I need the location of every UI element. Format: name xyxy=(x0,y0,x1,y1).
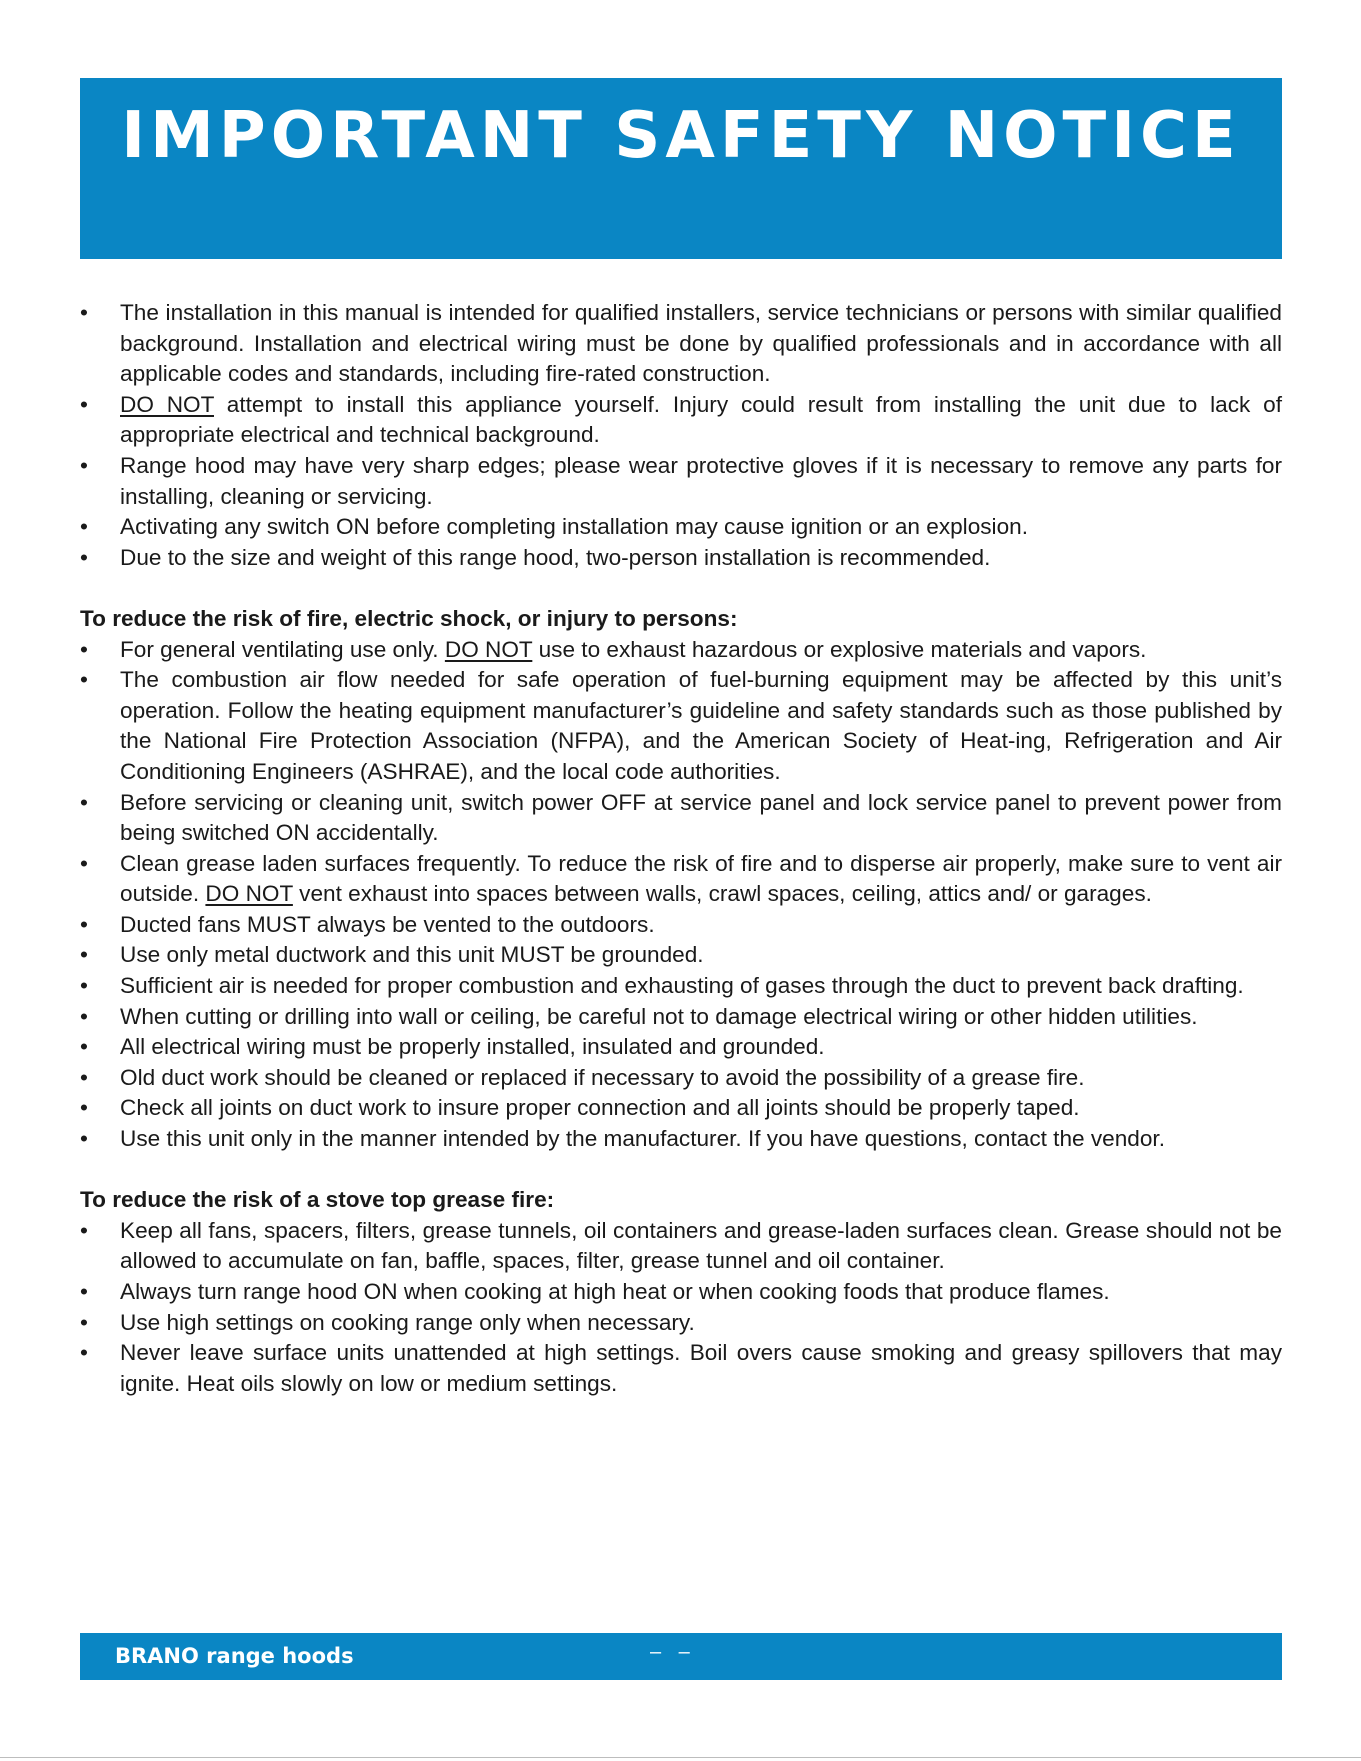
bullet-text: attempt to install this appliance yourself. Injury could result from installing the unit due to lack of appropriate electrical and technical background. xyxy=(120,391,1282,448)
bullet-text: use to exhaust hazardous or explosive materials and vapors. xyxy=(532,636,1147,662)
bullet-text: Sufficient air is needed for proper combustion and exhausting of gases through the duct to prevent back drafting. xyxy=(120,973,1244,999)
emphasis-do-not: DO NOT xyxy=(444,636,533,662)
bullet-text: All electrical wiring must be properly installed, insulated and grounded. xyxy=(120,1034,825,1060)
grease-fire-list xyxy=(80,1216,1282,1400)
bullet-item xyxy=(80,940,1282,971)
page-bottom-rule xyxy=(0,1757,1361,1758)
intro-list xyxy=(80,298,1282,573)
bullet-item xyxy=(80,849,1282,910)
bullet-text: Before servicing or cleaning unit, switch power OFF at service panel and lock service panel to prevent power from being switched ON accidentally. xyxy=(120,789,1282,846)
bullet-item xyxy=(80,543,1282,574)
bullet-text: Keep all fans, spacers, filters, grease tunnels, oil containers and grease-laden surfaces clean. Grease should not be allowed to accumulate on fan, baffle, spaces, filter, grease tunnel and oil container. xyxy=(120,1217,1282,1274)
grease-fire-section xyxy=(80,1185,1282,1399)
document-body xyxy=(80,298,1282,1430)
bullet-text: When cutting or drilling into wall or ceiling, be careful not to damage electrical wiring or other hidden utilities. xyxy=(120,1003,1198,1029)
bullet-item xyxy=(80,1002,1282,1033)
bullet-text: The installation in this manual is intended for qualified installers, service technicians or persons with similar qualified background. Installation and electrical wiring must be done by qualified professionals and in accordance with all applicable codes and standards, including fire-rated construction. xyxy=(120,300,1282,387)
bullet-text: Use only metal ductwork and this unit MUST be grounded. xyxy=(120,942,704,968)
bullet-item xyxy=(80,1338,1282,1399)
bullet-text: Clean grease laden surfaces frequently. To reduce the risk of fire and to disperse air properly, make sure to vent air outside. xyxy=(120,850,1282,907)
bullet-item xyxy=(80,451,1282,512)
footer-brand: BRANO range hoods xyxy=(115,1644,354,1668)
bullet-item xyxy=(80,1032,1282,1063)
bullet-text: Use high settings on cooking range only when necessary. xyxy=(120,1309,695,1335)
page-title: IMPORTANT SAFETY NOTICE xyxy=(121,99,1241,173)
emphasis-do-not: DO NOT xyxy=(205,881,293,907)
bullet-text: The combustion air flow needed for safe operation of fuel-burning equipment may be affected by this unit’s operation. Follow the heating equipment manufacturer’s guideline and safety standards such as those published by the National Fire Protection Association (NFPA), and the American Society of Heat-ing, Refrigeration and Air Conditioning Engineers (ASHRAE), and the local code authorities. xyxy=(120,667,1282,784)
bullet-text: Check all joints on duct work to insure proper connection and all joints should be properly taped. xyxy=(120,1095,1080,1121)
bullet-text: Ducted fans MUST always be vented to the outdoors. xyxy=(120,911,655,937)
bullet-item xyxy=(80,910,1282,941)
fire-safety-list xyxy=(80,635,1282,1155)
bullet-text: Use this unit only in the manner intended by the manufacturer. If you have questions, contact the vendor. xyxy=(120,1126,1165,1152)
emphasis-do-not: DO NOT xyxy=(120,391,214,417)
bullet-text: Activating any switch ON before completing installation may cause ignition or an explosion. xyxy=(120,514,1028,540)
fire-section-heading: To reduce the risk of fire, electric shock, or injury to persons: xyxy=(80,605,738,631)
bullet-item xyxy=(80,788,1282,849)
bullet-text: Due to the size and weight of this range hood, two-person installation is recommended. xyxy=(120,544,991,570)
bullet-item xyxy=(80,1308,1282,1339)
bullet-item xyxy=(80,1093,1282,1124)
intro-section xyxy=(80,298,1282,573)
bullet-item xyxy=(80,1277,1282,1308)
bullet-text: Always turn range hood ON when cooking at high heat or when cooking foods that produce flames. xyxy=(120,1279,1110,1304)
bullet-item xyxy=(80,665,1282,787)
bullet-text: Old duct work should be cleaned or replaced if necessary to avoid the possibility of a grease fire. xyxy=(120,1064,1085,1090)
bullet-item xyxy=(80,298,1282,390)
bullet-item xyxy=(80,512,1282,543)
fire-safety-section xyxy=(80,604,1282,1155)
bullet-text: For general ventilating use only. xyxy=(120,636,445,662)
bullet-item xyxy=(80,1216,1282,1277)
header-banner xyxy=(80,78,1282,259)
bullet-item xyxy=(80,635,1282,666)
bullet-item xyxy=(80,390,1282,451)
bullet-item xyxy=(80,1063,1282,1094)
footer-bar xyxy=(80,1633,1282,1680)
bullet-text: Range hood may have very sharp edges; please wear protective gloves if it is necessary to remove any parts for installing, cleaning or servicing. xyxy=(120,452,1282,509)
bullet-item xyxy=(80,971,1282,1002)
grease-section-heading: To reduce the risk of a stove top grease fire: xyxy=(80,1187,555,1213)
page-number-marker: – – xyxy=(650,1641,696,1663)
bullet-item xyxy=(80,1124,1282,1155)
bullet-text: vent exhaust into spaces between walls, crawl spaces, ceiling, attics and/ or garages. xyxy=(292,881,1152,907)
bullet-text: Never leave surface units unattended at high settings. Boil overs cause smoking and greasy spillovers that may ignite. Heat oils slowly on low or medium settings. xyxy=(120,1340,1282,1396)
